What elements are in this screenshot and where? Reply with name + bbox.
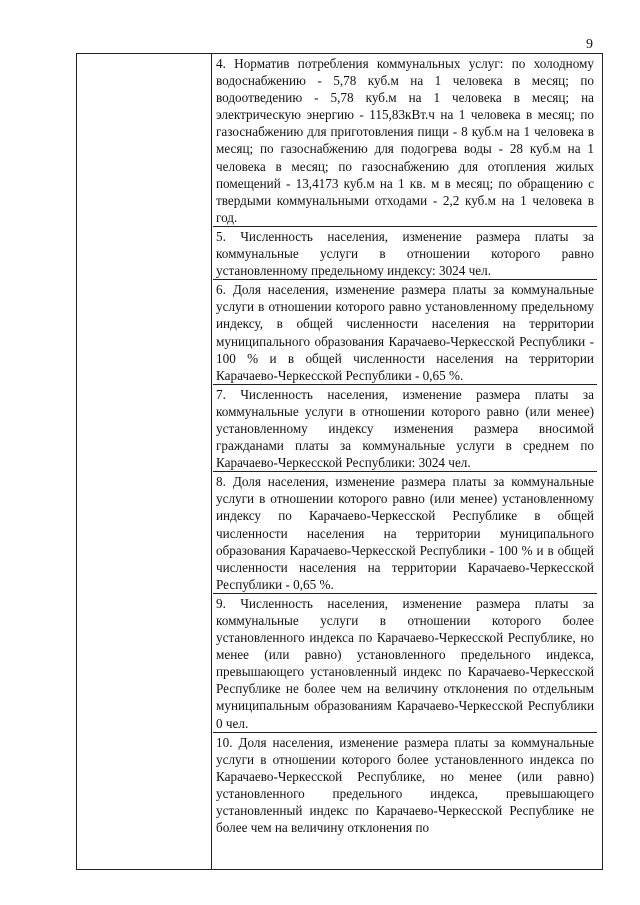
list-item-4: 4. Норматив потребления коммунальных услуг: по холодному водоснабжению - 5,78 куб.м на 1 человека в месяц; по водоотведению - 5,78 куб.м на 1 человека в месяц; на электрическую энергию - 115,83кВт.ч на 1 человека в месяц; по газоснабжению для приготовления пищи - 8 куб.м на 1 человека в месяц; по газоснабжению для подогрева воды - 28 куб.м на 1 человека в месяц; по газоснабжению для отопления жилых помещений - 13,4173 куб.м на 1 кв. м в месяц; по обращению с твердыми коммунальными отходами - 2,2 куб.м на 1 человека в год. bbox=[216, 56, 594, 225]
document-table bbox=[76, 53, 603, 870]
page-number: 9 bbox=[586, 37, 593, 52]
list-item-9: 9. Численность населения, изменение размера платы за коммунальные услуги в отношении которого более установленного индекса по Карачаево-Черкесской Республике, но менее (или равно) установленного предельного индекса, превышающего установленный индекс по Карачаево-Черкесской Республике не более чем на величину отклонения по отдельным муниципальным образованиям Карачаево-Черкесской Республики 0 чел. bbox=[213, 593, 597, 732]
list-item-7: 7. Численность населения, изменение размера платы за коммунальные услуги в отношении которого равно (или менее) установленному индексу изменения размера вносимой гражданами платы за коммунальные услуги в среднем по Карачаево-Черкесской Республики: 3024 чел. bbox=[213, 384, 597, 471]
list-item-5: 5. Численность населения, изменение размера платы за коммунальные услуги в отношении которого равно установленному предельному индексу: 3024 чел. bbox=[213, 226, 597, 279]
list-item-10: 10. Доля населения, изменение размера платы за коммунальные услуги в отношении которого более установленного индекса по Карачаево-Черкесской Республике, но менее (или равно) установленного предельного индекса, превышающего установленный индекс по Карачаево-Черкесской Республике не более чем на величину отклонения по bbox=[213, 732, 597, 837]
list-item-6: 6. Доля населения, изменение размера платы за коммунальные услуги в отношении которого равно установленному предельному индексу, в общей численности населения на территории муниципального образования Карачаево-Черкесской Республики - 100 % и в общей численности населения на территории Карачаево-Черкесской Республики - 0,65 %. bbox=[213, 279, 597, 384]
table-right-column bbox=[213, 54, 597, 869]
list-item-8: 8. Доля населения, изменение размера платы за коммунальные услуги в отношении которого равно (или менее) установленному индексу по Карачаево-Черкесской Республике в общей численности населения на территории муниципального образования Карачаево-Черкесской Республики - 100 % и в общей численности населения на территории Карачаево-Черкесской Республики - 0,65 %. bbox=[213, 471, 597, 593]
table-left-column bbox=[77, 54, 212, 869]
